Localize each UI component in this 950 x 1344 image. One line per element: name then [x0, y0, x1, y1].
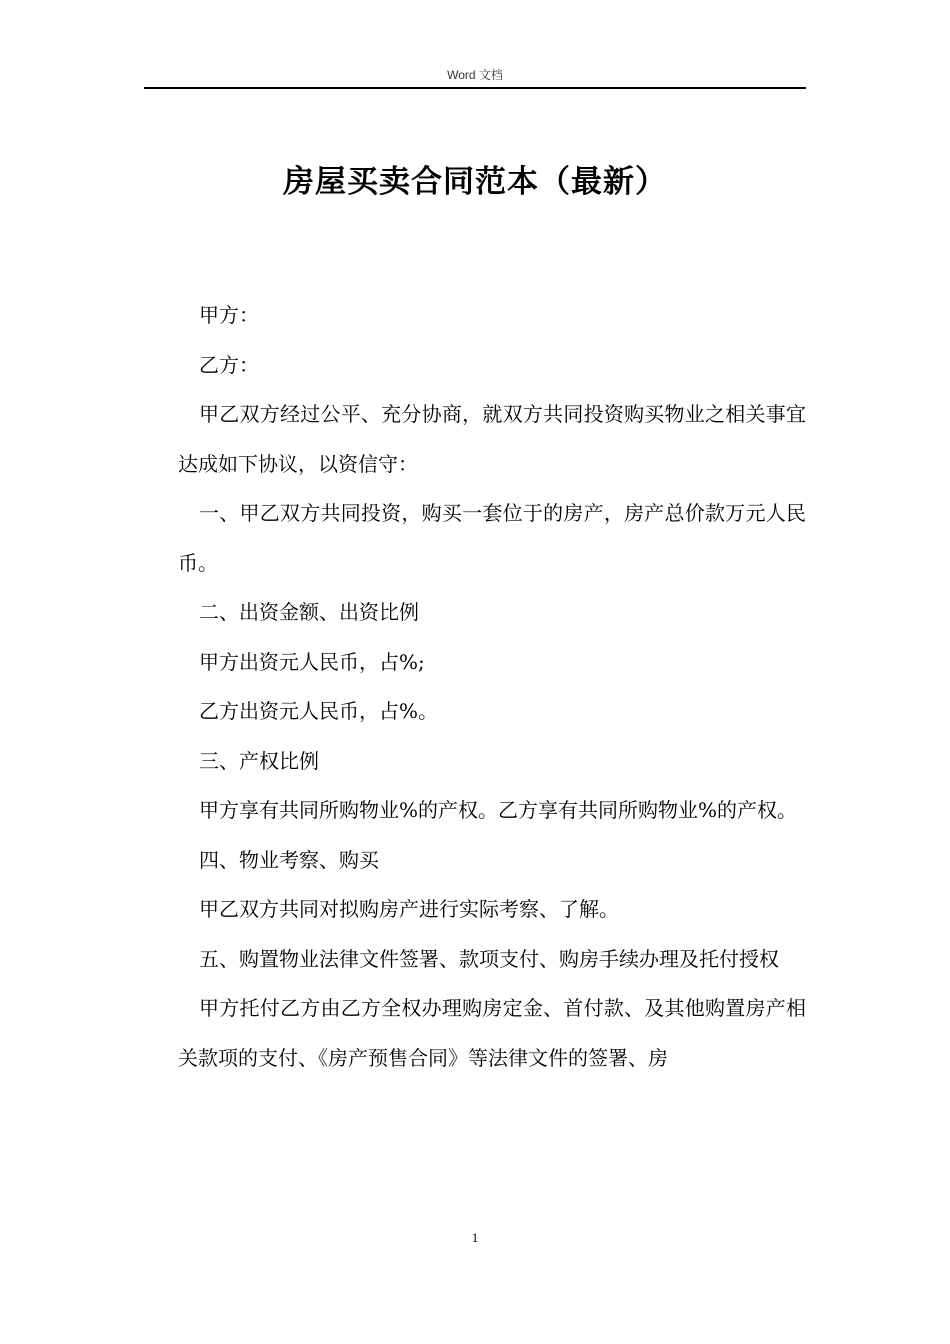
clause-2-heading: 二、出资金额、出资比例 — [199, 600, 419, 624]
document-body — [178, 291, 806, 1083]
clause-4-heading: 四、物业考察、购买 — [199, 847, 379, 872]
page-header: Word 文档 — [447, 68, 503, 82]
authorization-paragraph: 甲方托付乙方由乙方全权办理购房定金、首付款、及其他购置房产相关款项的支付、《房产预售合同》等法律文件的签署、房 — [178, 996, 806, 1070]
party-b-contribution: 乙方出资元人民币，占%。 — [199, 699, 439, 723]
party-b-line: 乙方： — [199, 352, 259, 377]
header-divider — [144, 87, 806, 89]
preamble-paragraph: 甲乙双方经过公平、充分协商，就双方共同投资购买物业之相关事宜达成如下协议，以资信守： — [178, 402, 806, 476]
inspection-paragraph: 甲乙双方共同对拟购房产进行实际考察、了解。 — [199, 897, 619, 921]
clause-5-heading: 五、购置物业法律文件签署、款项支付、购房手续办理及托付授权 — [199, 946, 779, 971]
document-title: 房屋买卖合同范本（最新） — [283, 164, 667, 200]
party-a-line: 甲方： — [199, 303, 259, 327]
clause-1-paragraph: 一、甲乙双方共同投资，购买一套位于的房产，房产总价款万元人民币。 — [178, 501, 806, 575]
ownership-paragraph: 甲方享有共同所购物业%的产权。乙方享有共同所购物业%的产权。 — [199, 798, 798, 822]
clause-3-heading: 三、产权比例 — [199, 748, 319, 773]
page-number: 1 — [471, 1230, 479, 1245]
party-a-contribution: 甲方出资元人民币，占%; — [199, 649, 425, 674]
